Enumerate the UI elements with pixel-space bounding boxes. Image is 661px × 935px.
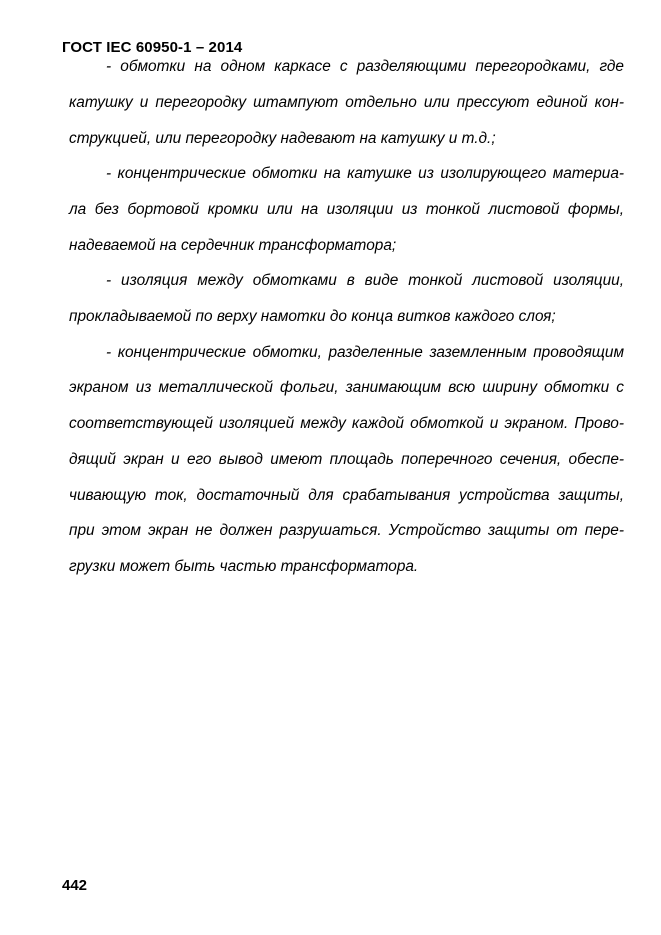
body-line-1: - обмотки на одном каркасе с разделяющими перегородками, где bbox=[106, 58, 624, 75]
body-line-8: прокладываемой по верху намотки до конца витков каждого слоя; bbox=[69, 308, 556, 325]
body-line-3: струкцией, или перегородку надевают на катушку и т.д.; bbox=[69, 130, 496, 147]
page-number: 442 bbox=[62, 877, 88, 894]
body-line-13: чивающую ток, достаточный для срабатывания устройства защиты, bbox=[69, 487, 624, 504]
body-line-2: катушку и перегородку штампуют отдельно или прессуют единой кон- bbox=[69, 94, 624, 111]
body-line-4: - концентрические обмотки на катушке из изолирующего материа- bbox=[106, 165, 624, 182]
body-line-9: - концентрические обмотки, разделенные заземленным проводящим bbox=[106, 344, 624, 361]
document-header-title: ГОСТ IEC 60950-1 – 2014 bbox=[62, 39, 243, 56]
body-line-15: грузки может быть частью трансформатора. bbox=[69, 558, 419, 575]
body-line-6: надеваемой на сердечник трансформатора; bbox=[69, 237, 397, 254]
body-line-12: дящий экран и его вывод имеют площадь поперечного сечения, обеспе- bbox=[69, 451, 624, 468]
body-line-14: при этом экран не должен разрушаться. Устройство защиты от пере- bbox=[69, 522, 624, 539]
body-line-10: экраном из металлической фольги, занимающим всю ширину обмотки с bbox=[69, 379, 624, 396]
body-line-11: соответствующей изоляцией между каждой обмоткой и экраном. Прово- bbox=[69, 415, 624, 432]
body-line-7: - изоляция между обмотками в виде тонкой листовой изоляции, bbox=[106, 272, 624, 289]
body-line-5: ла без бортовой кромки или на изоляции из тонкой листовой формы, bbox=[69, 201, 624, 218]
